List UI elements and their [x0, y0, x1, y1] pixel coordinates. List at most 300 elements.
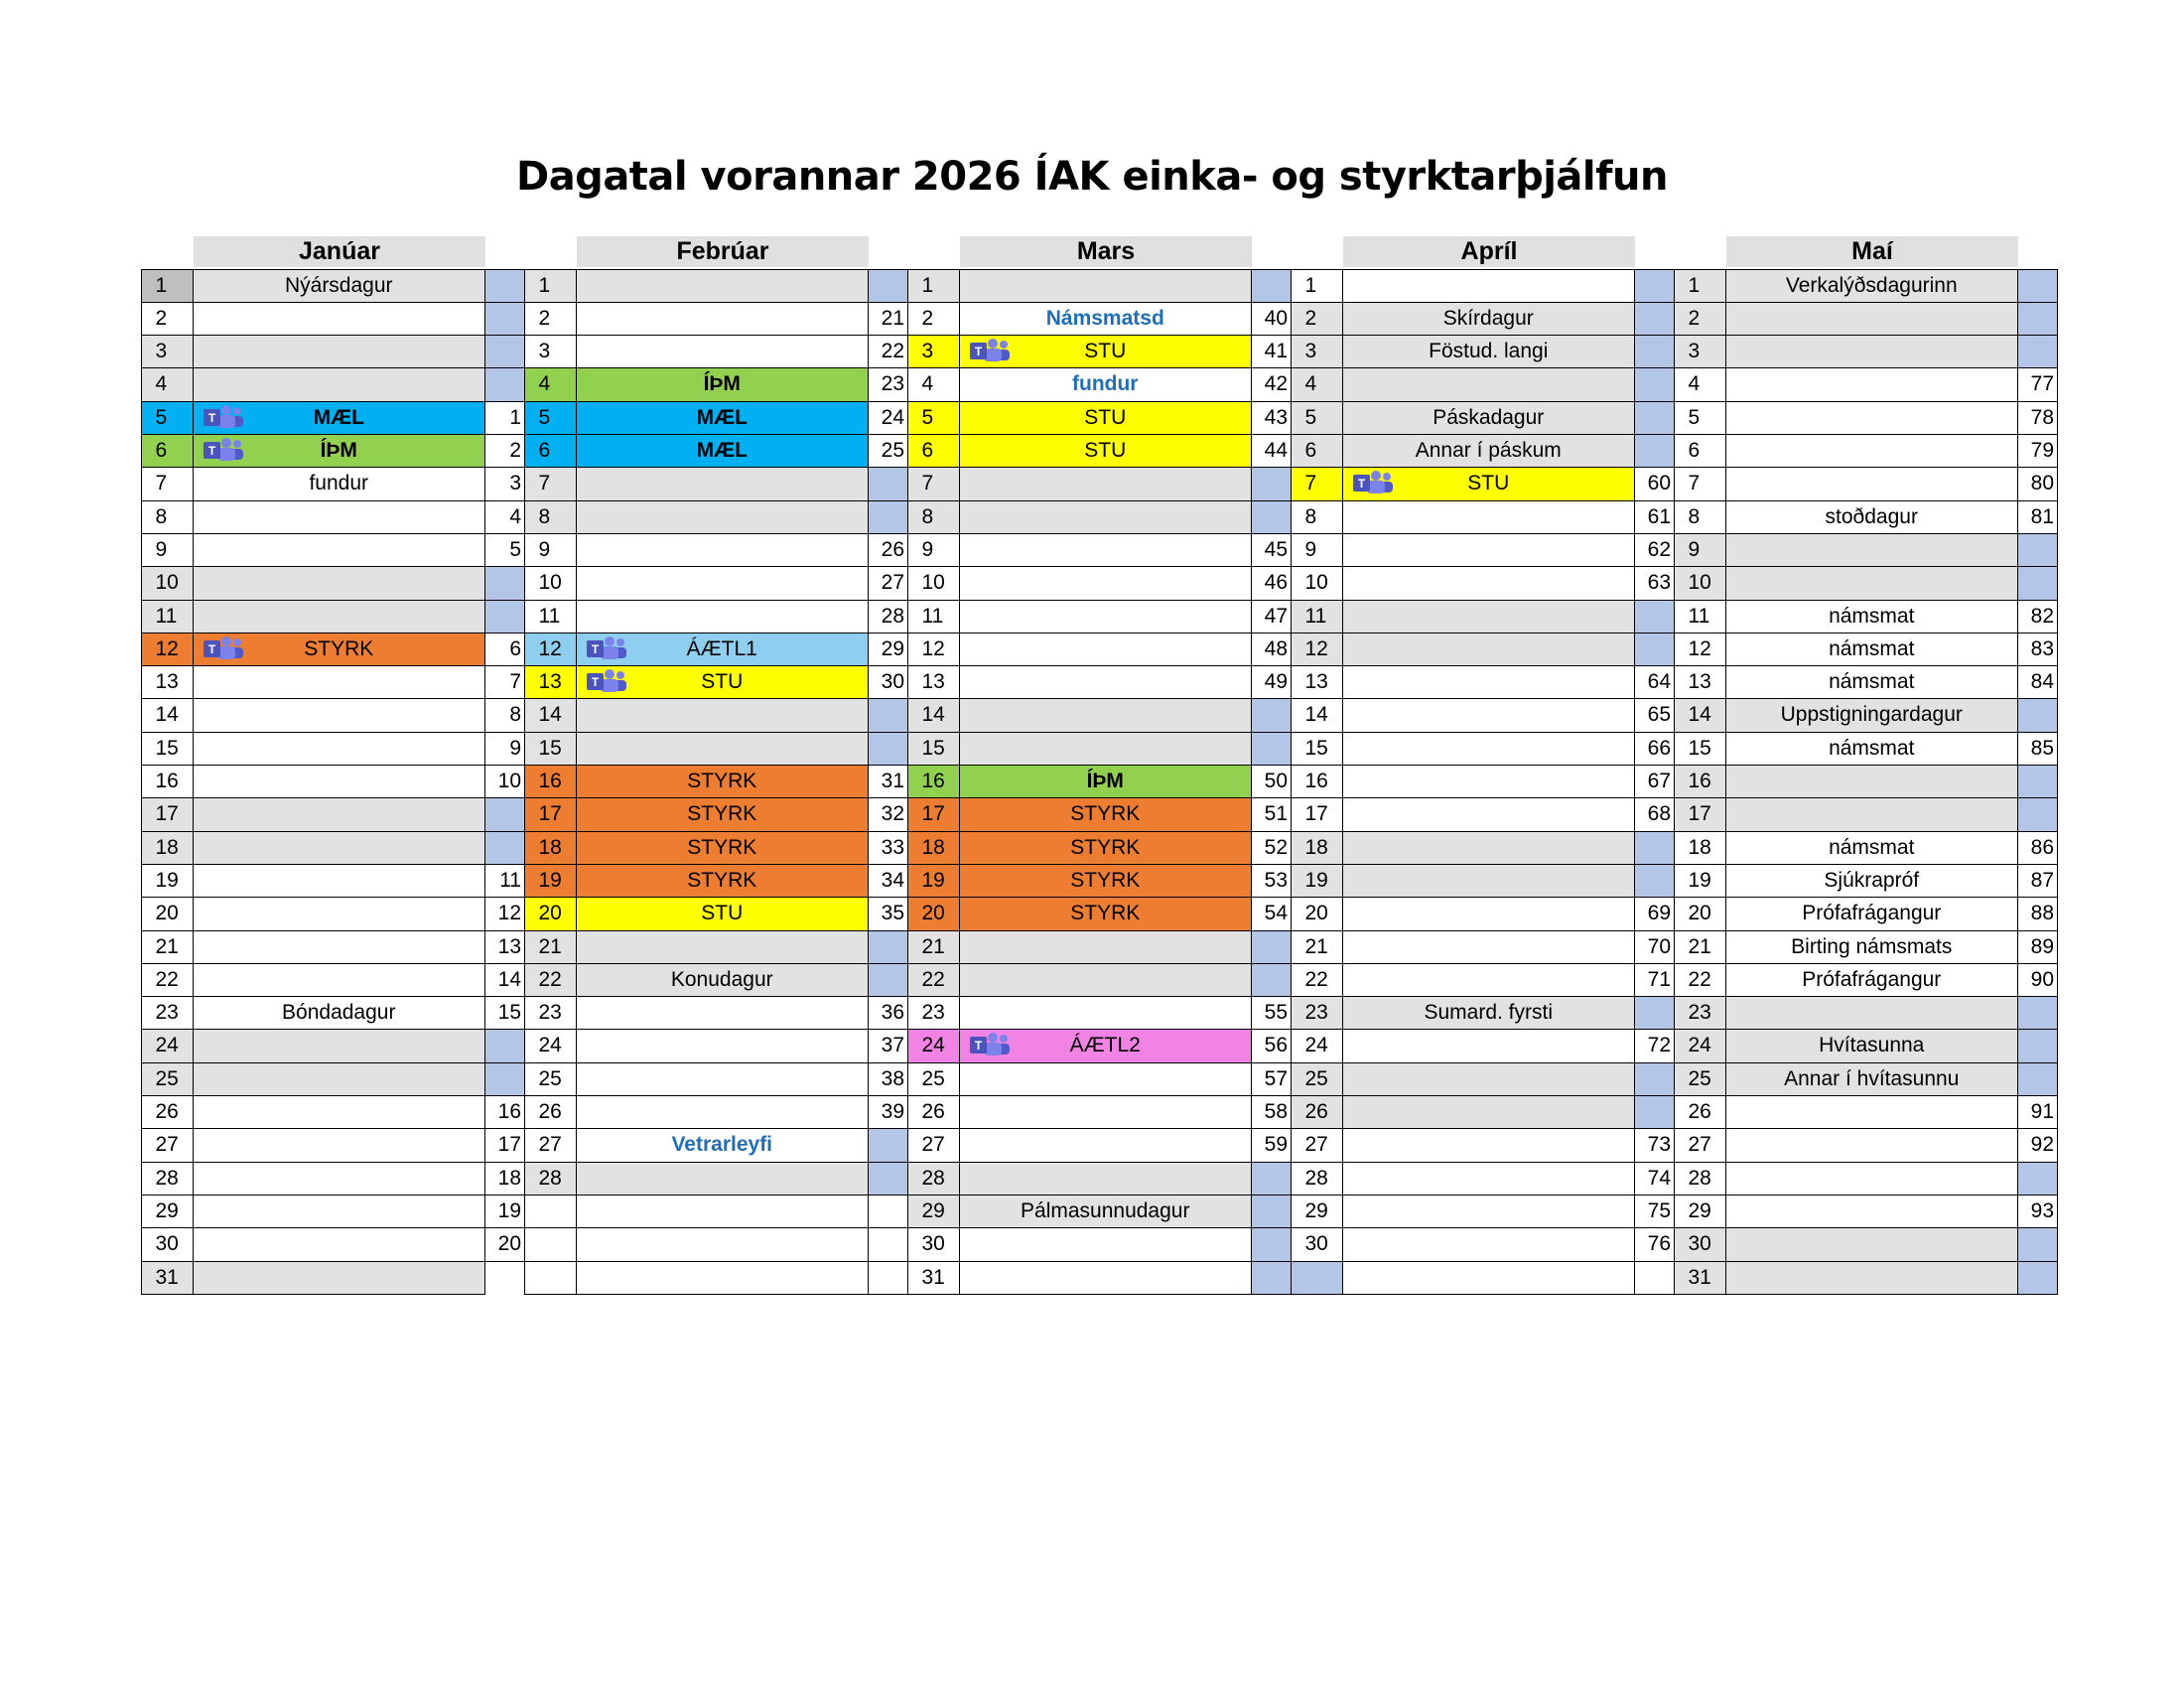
month-3-event-cell	[959, 1095, 1253, 1130]
month-4-day-number: 4	[1291, 367, 1344, 402]
month-5-event-cell	[1725, 1261, 2019, 1296]
month-3-event-cell	[959, 1261, 1253, 1296]
month-3-event-cell	[959, 467, 1253, 501]
month-3-week-number: 51	[1251, 797, 1293, 832]
month-1-week-number: 18	[484, 1162, 526, 1196]
month-1-week-number: 14	[484, 963, 526, 998]
month-5-event-cell	[1725, 434, 2019, 469]
svg-text:T: T	[1357, 477, 1365, 492]
month-1-event-cell	[193, 367, 486, 402]
month-1-event-label: fundur	[309, 472, 369, 495]
month-4-week-number	[1634, 1095, 1676, 1130]
month-5-day-number: 12	[1674, 633, 1727, 667]
month-1-day-number: 14	[141, 698, 195, 733]
month-5-event-label: námsmat	[1829, 835, 1915, 859]
month-4-week-number	[1634, 633, 1676, 667]
month-5-week-number	[2017, 1062, 2059, 1097]
month-2-day-number: 22	[524, 963, 578, 998]
month-1-day-number: 3	[141, 335, 195, 369]
month-1-event-cell	[193, 434, 486, 469]
month-1-event-cell	[193, 996, 486, 1031]
month-5-day-number: 19	[1674, 864, 1727, 899]
month-5-day-number: 2	[1674, 302, 1727, 337]
month-1-day-number: 25	[141, 1062, 195, 1097]
month-5-week-number	[2017, 1227, 2059, 1262]
month-2-event-cell	[576, 566, 870, 601]
month-1-week-number: 1	[484, 401, 526, 436]
month-2-day-number: 28	[524, 1162, 578, 1196]
month-1-day-number: 30	[141, 1227, 195, 1262]
month-4-event-label: STU	[1467, 472, 1510, 495]
month-4-day-number: 3	[1291, 335, 1344, 369]
month-3-week-number: 48	[1251, 633, 1293, 667]
month-2-day-number	[524, 1227, 578, 1262]
month-1-week-number: 3	[484, 467, 526, 501]
month-3-day-number: 8	[907, 500, 961, 535]
month-4-day-number: 15	[1291, 732, 1344, 767]
month-2-day-number: 7	[524, 467, 578, 501]
month-1-event-cell	[193, 1162, 486, 1196]
month-2-event-cell	[576, 401, 870, 436]
month-3-day-number: 13	[907, 665, 961, 700]
month-1-event-cell	[193, 600, 486, 634]
month-2-event-cell	[576, 1128, 870, 1163]
month-1-event-cell	[193, 897, 486, 931]
month-2-day-number: 20	[524, 897, 578, 931]
month-2-week-number: 25	[868, 434, 909, 469]
month-3-week-number: 56	[1251, 1029, 1293, 1063]
month-5-week-number	[2017, 335, 2059, 369]
month-5-event-label: Verkalýðsdagurinn	[1785, 273, 1958, 297]
month-2-day-number: 9	[524, 533, 578, 568]
month-1-week-number: 4	[484, 500, 526, 535]
month-3-event-label: STYRK	[1070, 902, 1141, 925]
month-1-day-number: 5	[141, 401, 195, 436]
month-3-event-cell	[959, 500, 1253, 535]
month-5-day-number: 6	[1674, 434, 1727, 469]
month-5-day-number: 29	[1674, 1195, 1727, 1229]
month-3-day-number: 21	[907, 930, 961, 965]
month-3-event-label: ÁÆTL2	[1069, 1034, 1141, 1057]
month-5-event-cell	[1725, 467, 2019, 501]
month-4-day-number: 8	[1291, 500, 1344, 535]
month-4-event-label: Sumard. fyrsti	[1424, 1001, 1554, 1025]
month-5-week-number: 81	[2017, 500, 2059, 535]
month-3-day-number: 30	[907, 1227, 961, 1262]
teams-meeting-icon	[202, 404, 245, 430]
month-3-week-number: 47	[1251, 600, 1293, 634]
month-2-event-cell	[576, 600, 870, 634]
month-3-event-label: STYRK	[1070, 835, 1141, 859]
month-2-event-cell	[576, 797, 870, 832]
month-5-event-cell	[1725, 897, 2019, 931]
month-1-day-number: 17	[141, 797, 195, 832]
month-3-event-label: ÍÞM	[1086, 770, 1124, 792]
month-3-day-number: 16	[907, 765, 961, 799]
month-3-event-cell	[959, 1062, 1253, 1097]
month-2-event-cell	[576, 963, 870, 998]
month-5-week-number: 86	[2017, 831, 2059, 866]
month-4-week-number	[1634, 831, 1676, 866]
month-5-day-number: 18	[1674, 831, 1727, 866]
month-3-event-cell	[959, 1162, 1253, 1196]
month-4-day-number: 26	[1291, 1095, 1344, 1130]
month-2-event-cell	[576, 864, 870, 899]
month-4-day-number: 30	[1291, 1227, 1344, 1262]
month-3-day-number: 12	[907, 633, 961, 667]
month-5-week-number	[2017, 1029, 2059, 1063]
teams-meeting-icon	[202, 635, 245, 661]
month-1-week-number: 17	[484, 1128, 526, 1163]
month-3-week-number	[1251, 500, 1293, 535]
month-3-week-number	[1251, 467, 1293, 501]
month-1-event-cell	[193, 864, 486, 899]
month-3-day-number: 24	[907, 1029, 961, 1063]
month-2-day-number: 2	[524, 302, 578, 337]
month-3-event-cell	[959, 831, 1253, 866]
month-2-day-number: 1	[524, 269, 578, 304]
month-2-week-number	[868, 500, 909, 535]
month-1-header: Janúar	[194, 236, 485, 267]
month-4-day-number: 11	[1291, 600, 1344, 634]
month-3-day-number: 31	[907, 1261, 961, 1296]
month-5-day-number: 21	[1674, 930, 1727, 965]
month-5-week-number: 84	[2017, 665, 2059, 700]
month-5-event-cell	[1725, 930, 2019, 965]
month-5-event-label: Annar í hvítasunnu	[1784, 1066, 1960, 1090]
month-3-event-cell	[959, 765, 1253, 799]
month-2-event-cell	[576, 1227, 870, 1262]
month-1-week-number	[484, 1261, 526, 1296]
month-5-week-number	[2017, 269, 2059, 304]
month-4-event-cell	[1342, 566, 1636, 601]
month-4-week-number: 61	[1634, 500, 1676, 535]
month-5-event-cell	[1725, 765, 2019, 799]
month-2-week-number	[868, 269, 909, 304]
month-3-event-label: STYRK	[1070, 868, 1141, 892]
month-4-event-cell	[1342, 864, 1636, 899]
month-2-week-number: 38	[868, 1062, 909, 1097]
month-1-week-number: 15	[484, 996, 526, 1031]
month-1-event-cell	[193, 831, 486, 866]
month-2-event-cell	[576, 302, 870, 337]
month-4-event-cell	[1342, 1261, 1636, 1296]
month-5-day-number: 14	[1674, 698, 1727, 733]
month-4-event-label: Föstud. langi	[1429, 340, 1549, 363]
month-3-week-number	[1251, 1162, 1293, 1196]
month-5-week-number	[2017, 533, 2059, 568]
month-4-event-cell	[1342, 367, 1636, 402]
month-4-event-cell	[1342, 1095, 1636, 1130]
month-5-event-label: námsmat	[1829, 736, 1915, 760]
month-2-week-number	[868, 1227, 909, 1262]
month-3-event-label: Námsmatsd	[1045, 306, 1164, 330]
month-3-event-cell	[959, 302, 1253, 337]
month-3-event-cell	[959, 434, 1253, 469]
month-4-week-number: 60	[1634, 467, 1676, 501]
month-5-week-number: 85	[2017, 732, 2059, 767]
month-2-event-label: ÍÞM	[703, 372, 741, 396]
month-3-event-cell	[959, 897, 1253, 931]
month-4-week-number	[1634, 1261, 1676, 1296]
month-5-day-number: 30	[1674, 1227, 1727, 1262]
month-5-event-cell	[1725, 633, 2019, 667]
teams-meeting-icon	[202, 437, 245, 463]
month-4-day-number: 6	[1291, 434, 1344, 469]
month-3-day-number: 14	[907, 698, 961, 733]
month-2-event-cell	[576, 831, 870, 866]
month-4-event-cell	[1342, 1128, 1636, 1163]
month-4-week-number: 64	[1634, 665, 1676, 700]
month-2-event-cell	[576, 633, 870, 667]
month-3-day-number: 26	[907, 1095, 961, 1130]
month-2-day-number: 23	[524, 996, 578, 1031]
month-2-week-number: 37	[868, 1029, 909, 1063]
month-1-day-number: 31	[141, 1261, 195, 1296]
month-3-week-number	[1251, 1195, 1293, 1229]
month-1-event-cell	[193, 1227, 486, 1262]
month-2-event-cell	[576, 533, 870, 568]
month-2-day-number	[524, 1195, 578, 1229]
svg-text:T: T	[974, 1039, 982, 1054]
svg-text:T: T	[591, 641, 599, 656]
month-4-day-number: 1	[1291, 269, 1344, 304]
svg-text:T: T	[207, 410, 215, 425]
month-5-week-number: 80	[2017, 467, 2059, 501]
month-1-event-cell	[193, 335, 486, 369]
month-5-header: Maí	[1726, 236, 2018, 267]
month-3-day-number: 27	[907, 1128, 961, 1163]
month-4-day-number: 5	[1291, 401, 1344, 436]
month-1-day-number: 2	[141, 302, 195, 337]
month-2-week-number: 26	[868, 533, 909, 568]
month-1-day-number: 29	[141, 1195, 195, 1229]
month-4-day-number: 7	[1291, 467, 1344, 501]
month-4-week-number	[1634, 996, 1676, 1031]
month-2-day-number: 6	[524, 434, 578, 469]
month-1-event-cell	[193, 1128, 486, 1163]
month-2-week-number: 21	[868, 302, 909, 337]
month-2-event-label: MÆL	[696, 405, 748, 429]
month-4-event-cell	[1342, 269, 1636, 304]
month-5-day-number: 26	[1674, 1095, 1727, 1130]
month-4-event-cell	[1342, 732, 1636, 767]
month-4-week-number: 75	[1634, 1195, 1676, 1229]
month-5-event-label: námsmat	[1829, 670, 1915, 694]
month-3-day-number: 4	[907, 367, 961, 402]
month-5-week-number	[2017, 566, 2059, 601]
month-5-event-cell	[1725, 269, 2019, 304]
month-5-event-cell	[1725, 1128, 2019, 1163]
month-2-day-number: 24	[524, 1029, 578, 1063]
month-2-event-cell	[576, 996, 870, 1031]
month-1-event-cell	[193, 1195, 486, 1229]
month-2-event-cell	[576, 367, 870, 402]
month-1-day-number: 7	[141, 467, 195, 501]
month-4-week-number: 76	[1634, 1227, 1676, 1262]
month-3-event-cell	[959, 533, 1253, 568]
month-4-day-number: 17	[1291, 797, 1344, 832]
month-5-day-number: 9	[1674, 533, 1727, 568]
month-4-event-cell	[1342, 1062, 1636, 1097]
month-5-event-cell	[1725, 533, 2019, 568]
month-2-week-number	[868, 930, 909, 965]
month-4-week-number: 62	[1634, 533, 1676, 568]
month-1-week-number: 12	[484, 897, 526, 931]
month-3-event-cell	[959, 1227, 1253, 1262]
month-1-event-cell	[193, 533, 486, 568]
month-3-event-label: STU	[1084, 405, 1127, 429]
month-2-week-number: 32	[868, 797, 909, 832]
month-5-day-number: 15	[1674, 732, 1727, 767]
month-3-event-label: STU	[1084, 439, 1127, 462]
month-4-week-number: 73	[1634, 1128, 1676, 1163]
month-1-week-number: 10	[484, 765, 526, 799]
month-1-event-cell	[193, 401, 486, 436]
month-3-day-number: 22	[907, 963, 961, 998]
month-4-day-number: 10	[1291, 566, 1344, 601]
month-4-event-cell	[1342, 665, 1636, 700]
month-3-week-number	[1251, 963, 1293, 998]
month-1-week-number: 8	[484, 698, 526, 733]
month-5-event-cell	[1725, 831, 2019, 866]
month-3-week-number	[1251, 1227, 1293, 1262]
month-5-week-number: 87	[2017, 864, 2059, 899]
month-2-event-cell	[576, 1095, 870, 1130]
page-title: Dagatal vorannar 2026 ÍAK einka- og styrktarþjálfun	[515, 154, 1668, 200]
month-5-day-number: 13	[1674, 665, 1727, 700]
month-2-week-number: 30	[868, 665, 909, 700]
month-2-event-cell	[576, 765, 870, 799]
month-5-week-number	[2017, 1162, 2059, 1196]
month-4-week-number	[1634, 600, 1676, 634]
month-5-event-cell	[1725, 1029, 2019, 1063]
month-1-day-number: 13	[141, 665, 195, 700]
month-2-event-label: STYRK	[687, 770, 757, 792]
month-4-day-number: 25	[1291, 1062, 1344, 1097]
month-1-event-cell	[193, 1062, 486, 1097]
month-4-event-cell	[1342, 401, 1636, 436]
month-5-day-number: 22	[1674, 963, 1727, 998]
month-4-event-cell	[1342, 633, 1636, 667]
month-4-day-number: 29	[1291, 1195, 1344, 1229]
month-1-event-cell	[193, 698, 486, 733]
month-5-week-number: 78	[2017, 401, 2059, 436]
month-4-event-label: Páskadagur	[1433, 405, 1545, 429]
month-5-event-cell	[1725, 797, 2019, 832]
month-1-week-number	[484, 302, 526, 337]
month-1-event-label: MÆL	[313, 405, 364, 429]
month-1-day-number: 8	[141, 500, 195, 535]
month-4-event-cell	[1342, 600, 1636, 634]
month-4-day-number: 9	[1291, 533, 1344, 568]
month-4-day-number: 23	[1291, 996, 1344, 1031]
month-3-event-cell	[959, 367, 1253, 402]
month-5-event-cell	[1725, 335, 2019, 369]
month-2-week-number: 33	[868, 831, 909, 866]
month-2-week-number	[868, 1162, 909, 1196]
month-2-event-cell	[576, 1162, 870, 1196]
month-5-day-number: 24	[1674, 1029, 1727, 1063]
month-3-day-number: 25	[907, 1062, 961, 1097]
month-2-week-number: 28	[868, 600, 909, 634]
month-1-week-number: 16	[484, 1095, 526, 1130]
month-2-event-label: Vetrarleyfi	[671, 1133, 773, 1157]
month-5-week-number	[2017, 1261, 2059, 1296]
month-5-event-cell	[1725, 732, 2019, 767]
month-2-day-number: 17	[524, 797, 578, 832]
month-4-event-label: Skírdagur	[1442, 306, 1534, 330]
month-3-week-number: 57	[1251, 1062, 1293, 1097]
month-2-event-cell	[576, 269, 870, 304]
month-4-event-cell	[1342, 434, 1636, 469]
month-5-week-number	[2017, 765, 2059, 799]
month-1-day-number: 1	[141, 269, 195, 304]
month-1-event-cell	[193, 1261, 486, 1296]
teams-meeting-icon	[585, 635, 628, 661]
month-5-day-number: 25	[1674, 1062, 1727, 1097]
month-5-day-number: 3	[1674, 335, 1727, 369]
month-3-day-number: 9	[907, 533, 961, 568]
month-2-day-number: 16	[524, 765, 578, 799]
month-3-day-number: 1	[907, 269, 961, 304]
month-1-event-cell	[193, 797, 486, 832]
month-4-event-cell	[1342, 302, 1636, 337]
month-2-day-number: 8	[524, 500, 578, 535]
month-2-event-label: Konudagur	[670, 967, 773, 991]
month-1-week-number: 5	[484, 533, 526, 568]
month-3-event-cell	[959, 401, 1253, 436]
month-4-week-number	[1634, 302, 1676, 337]
month-2-week-number	[868, 1261, 909, 1296]
month-2-event-cell	[576, 698, 870, 733]
month-2-event-label: MÆL	[696, 439, 748, 462]
month-2-week-number: 39	[868, 1095, 909, 1130]
month-4-event-cell	[1342, 500, 1636, 535]
month-2-event-label: STYRK	[687, 802, 757, 826]
month-4-week-number	[1634, 367, 1676, 402]
month-2-day-number: 19	[524, 864, 578, 899]
month-3-week-number: 52	[1251, 831, 1293, 866]
month-5-week-number	[2017, 698, 2059, 733]
month-1-event-cell	[193, 930, 486, 965]
month-5-day-number: 10	[1674, 566, 1727, 601]
month-1-week-number: 11	[484, 864, 526, 899]
month-3-event-label: fundur	[1072, 372, 1139, 396]
month-3-week-number: 44	[1251, 434, 1293, 469]
month-5-week-number: 91	[2017, 1095, 2059, 1130]
month-3-event-cell	[959, 698, 1253, 733]
month-5-event-cell	[1725, 1195, 2019, 1229]
month-4-week-number: 65	[1634, 698, 1676, 733]
month-1-week-number	[484, 1029, 526, 1063]
month-4-event-cell	[1342, 335, 1636, 369]
month-4-week-number: 68	[1634, 797, 1676, 832]
month-2-day-number: 5	[524, 401, 578, 436]
month-3-event-cell	[959, 963, 1253, 998]
month-5-event-label: Sjúkrapróf	[1824, 868, 1920, 892]
month-3-day-number: 15	[907, 732, 961, 767]
month-1-event-cell	[193, 633, 486, 667]
month-5-event-cell	[1725, 665, 2019, 700]
month-4-week-number: 70	[1634, 930, 1676, 965]
month-4-event-cell	[1342, 897, 1636, 931]
month-2-day-number: 3	[524, 335, 578, 369]
month-3-event-label: Pálmasunnudagur	[1021, 1198, 1190, 1222]
month-2-week-number	[868, 1128, 909, 1163]
month-3-event-label: STYRK	[1070, 802, 1141, 826]
month-1-week-number: 9	[484, 732, 526, 767]
